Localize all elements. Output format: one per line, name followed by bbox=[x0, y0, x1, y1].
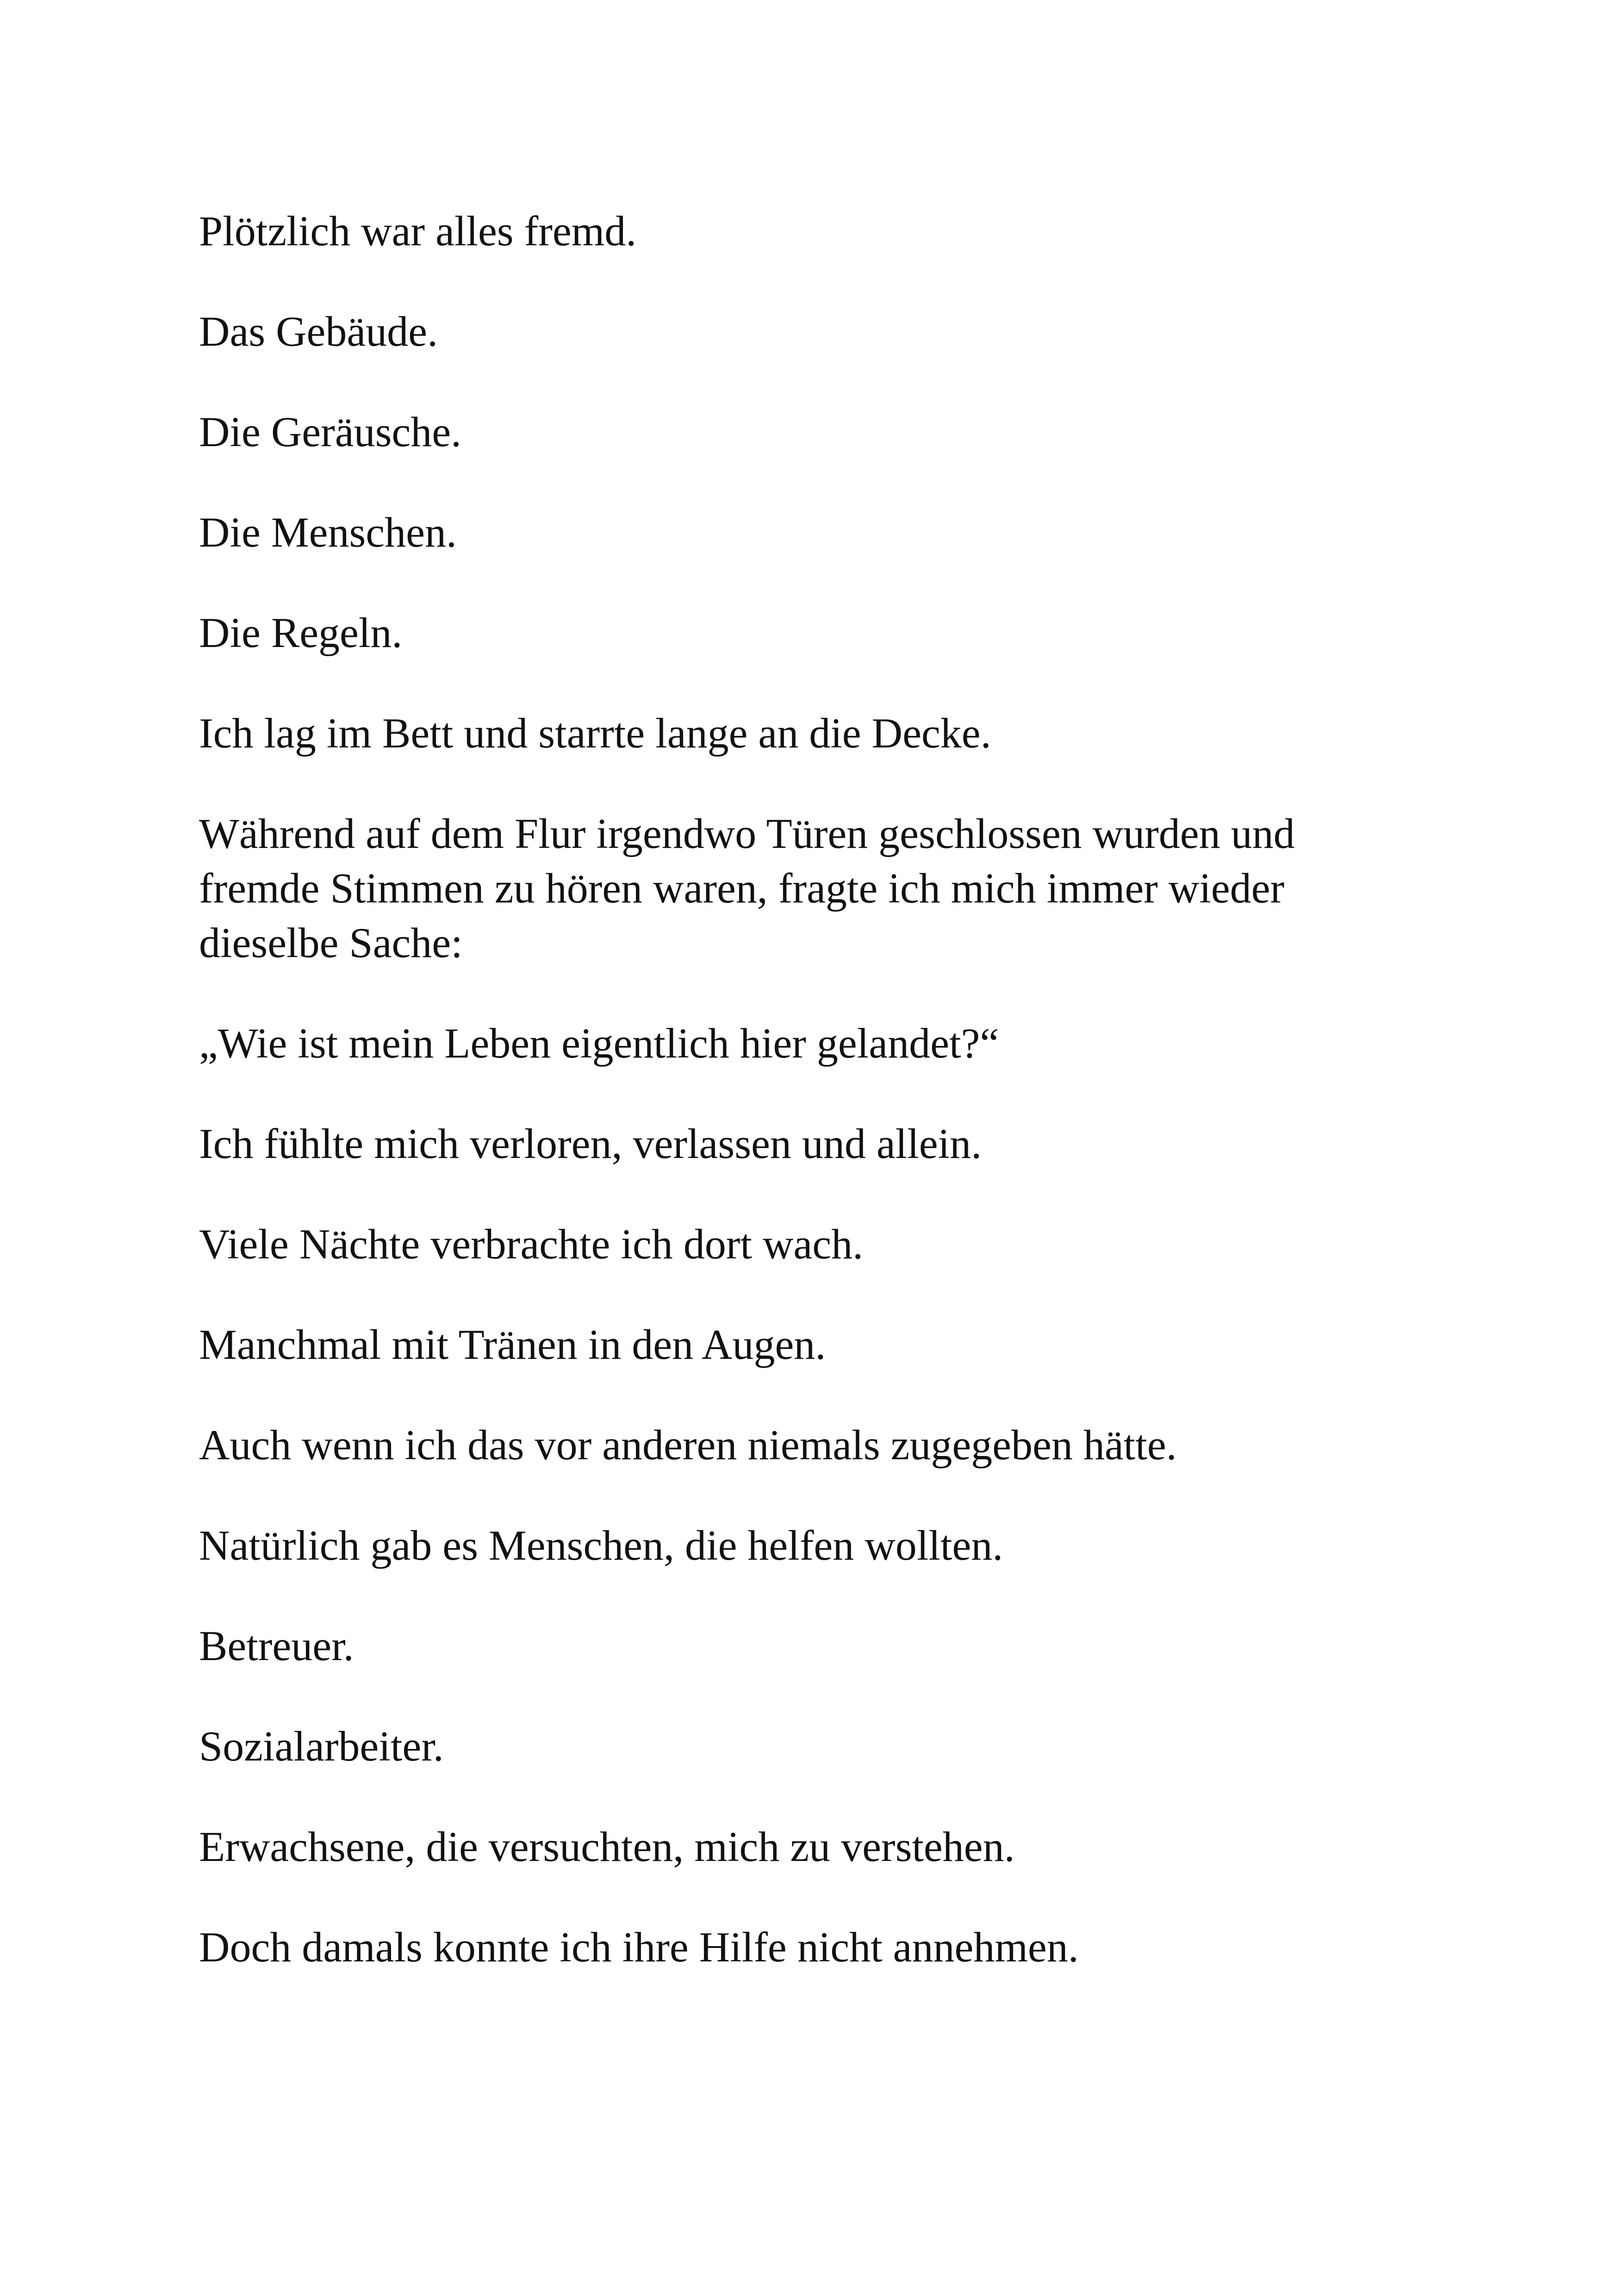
paragraph: Während auf dem Flur irgendwo Türen geschlossen wurden und fremde Stimmen zu hören waren, fragte ich mich immer wieder dieselbe Sache: bbox=[199, 810, 1295, 966]
paragraph: Sozialarbeiter. bbox=[199, 1723, 444, 1770]
paragraph: Ich lag im Bett und starrte lange an die Decke. bbox=[199, 709, 991, 757]
paragraph: Das Gebäude. bbox=[199, 308, 438, 355]
paragraph: Auch wenn ich das vor anderen niemals zugegeben hätte. bbox=[199, 1421, 1177, 1468]
paragraph: Manchmal mit Tränen in den Augen. bbox=[199, 1321, 826, 1368]
paragraph: Die Regeln. bbox=[199, 609, 403, 656]
paragraph: Die Geräusche. bbox=[199, 408, 462, 455]
paragraph: Die Menschen. bbox=[199, 509, 457, 556]
paragraph: Plötzlich war alles fremd. bbox=[199, 207, 637, 255]
body-text bbox=[199, 204, 1449, 2020]
paragraph: Betreuer. bbox=[199, 1622, 354, 1669]
paragraph: Doch damals konnte ich ihre Hilfe nicht annehmen. bbox=[199, 1923, 1079, 1971]
paragraph: Natürlich gab es Menschen, die helfen wollten. bbox=[199, 1522, 1003, 1569]
paragraph: Erwachsene, die versuchten, mich zu verstehen. bbox=[199, 1823, 1015, 1870]
paragraph: „Wie ist mein Leben eigentlich hier gelandet?“ bbox=[199, 1020, 999, 1067]
paragraph: Viele Nächte verbrachte ich dort wach. bbox=[199, 1220, 864, 1268]
paragraph: Ich fühlte mich verloren, verlassen und allein. bbox=[199, 1120, 982, 1167]
